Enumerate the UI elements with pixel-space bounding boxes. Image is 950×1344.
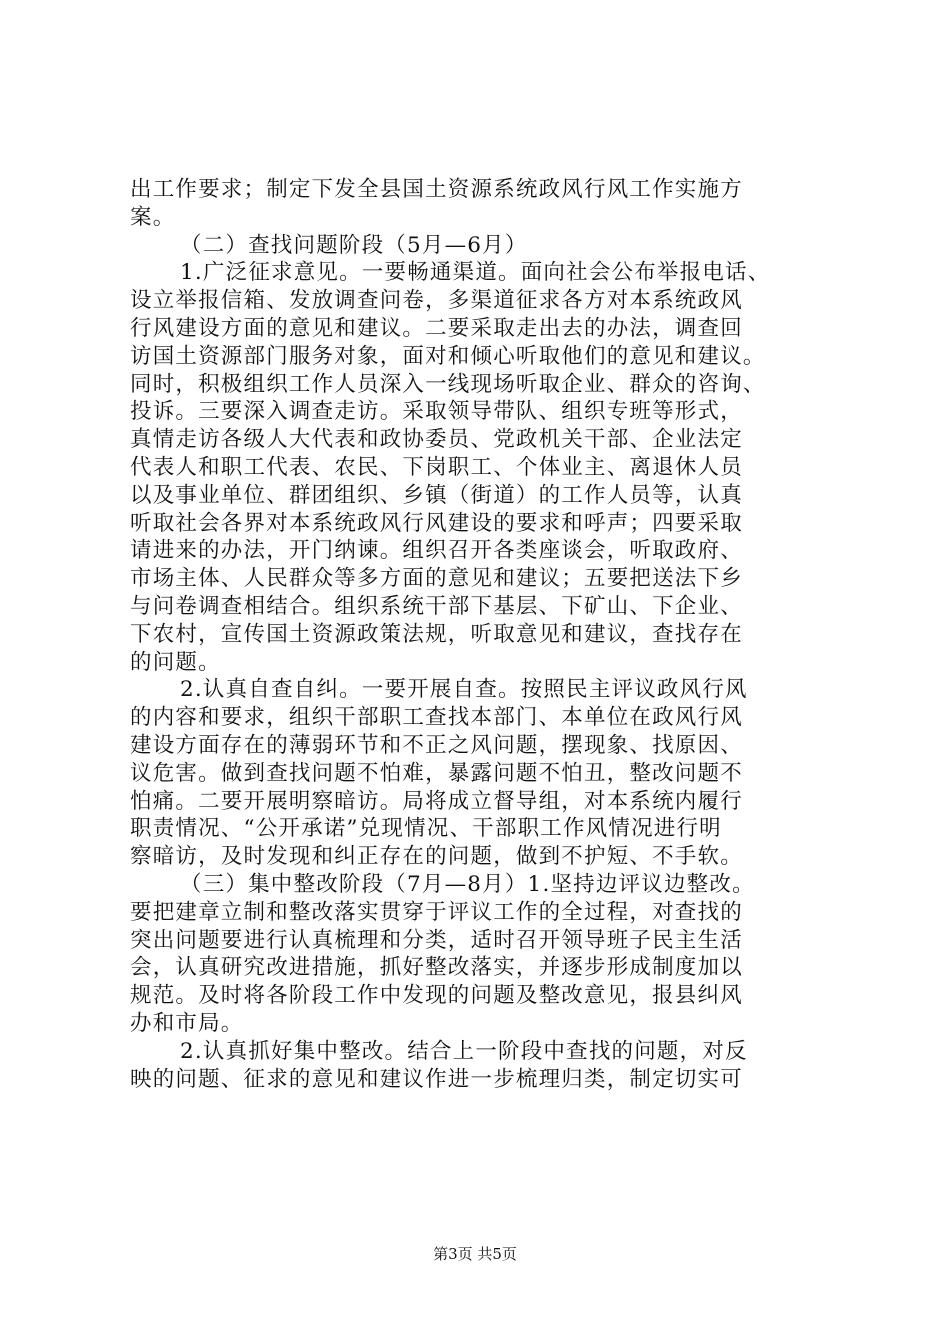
text-line: 设立举报信箱、发放调查问卷，多渠道征求各方对本系统政风 <box>130 288 743 314</box>
section-heading: （三）集中整改阶段（7月—8月）1.坚持边评议边整改。 <box>180 871 755 897</box>
text-line: 市场主体、人民群众等多方面的意见和建议；五要把送法下乡 <box>130 566 743 592</box>
text-line: 代表人和职工代表、农民、下岗职工、个体业主、离退休人员 <box>130 454 743 480</box>
text-line: 1.广泛征求意见。一要畅通渠道。面向社会公布举报电话、 <box>180 260 771 286</box>
text-line: 下农村，宣传国土资源政策法规，听取意见和建议，查找存在 <box>130 621 743 647</box>
text-line: 办和市局。 <box>130 1010 244 1036</box>
text-line: 职责情况、“公开承诺”兑现情况、干部职工作风情况进行明 <box>130 816 722 842</box>
text-line: 议危害。做到查找问题不怕难，暴露问题不怕丑，整改问题不 <box>130 760 743 786</box>
text-line: 同时，积极组织工作人员深入一线现场听取企业、群众的咨询、 <box>130 371 766 397</box>
text-line: 规范。及时将各阶段工作中发现的问题及整改意见，报县纠风 <box>130 983 743 1009</box>
text-line: 访国土资源部门服务对象，面对和倾心听取他们的意见和建议。 <box>130 343 766 369</box>
text-line: 映的问题、征求的意见和建议作进一步梳理归类，制定切实可 <box>130 1066 743 1092</box>
text-line: 怕痛。二要开展明察暗访。局将成立督导组，对本系统内履行 <box>130 788 743 814</box>
text-line: 真情走访各级人大代表和政协委员、党政机关干部、企业法定 <box>130 427 743 453</box>
text-line: 建设方面存在的薄弱环节和不正之风问题，摆现象、找原因、 <box>130 732 743 758</box>
text-line: 2.认真自查自纠。一要开展自查。按照民主评议政风行风 <box>180 677 748 703</box>
text-line: 2.认真抓好集中整改。结合上一阶段中查找的问题，对反 <box>180 1038 748 1064</box>
text-line: 要把建章立制和整改落实贯穿于评议工作的全过程，对查找的 <box>130 899 743 925</box>
text-line: 以及事业单位、群团组织、乡镇（街道）的工作人员等，认真 <box>130 482 743 508</box>
page-number-label: 第3页 共5页 <box>433 1245 517 1263</box>
document-body <box>130 176 830 1093</box>
text-line: 案。 <box>130 204 176 230</box>
text-line: 听取社会各界对本系统政风行风建设的要求和呼声；四要采取 <box>130 510 743 536</box>
text-line: 会，认真研究改进措施，抓好整改落实，并逐步形成制度加以 <box>130 955 743 981</box>
text-line: 行风建设方面的意见和建议。二要采取走出去的办法，调查回 <box>130 315 743 341</box>
section-heading: （二）查找问题阶段（5月—6月） <box>180 232 528 258</box>
text-line: 投诉。三要深入调查走访。采取领导带队、组织专班等形式， <box>130 399 743 425</box>
text-line: 的内容和要求，组织干部职工查找本部门、本单位在政风行风 <box>130 705 743 731</box>
page-footer <box>0 1245 950 1263</box>
text-line: 察暗访，及时发现和纠正存在的问题，做到不护短、不手软。 <box>130 844 743 870</box>
text-line: 的问题。 <box>130 649 221 675</box>
text-line: 请进来的办法，开门纳谏。组织召开各类座谈会，听取政府、 <box>130 538 743 564</box>
text-line: 出工作要求；制定下发全县国土资源系统政风行风工作实施方 <box>130 177 743 202</box>
text-line: 突出问题要进行认真梳理和分类，适时召开领导班子民主生活 <box>130 927 743 953</box>
text-line: 与问卷调查相结合。组织系统干部下基层、下矿山、下企业、 <box>130 593 743 619</box>
